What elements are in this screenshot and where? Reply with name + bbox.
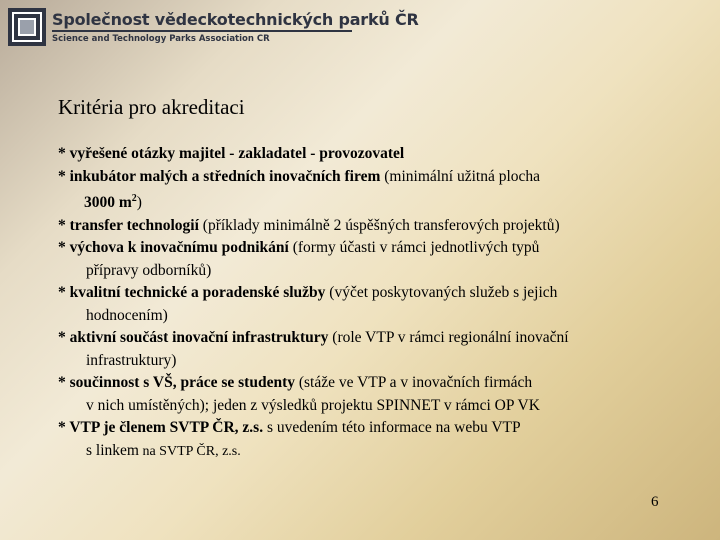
area-value: 3000 m [84, 194, 132, 212]
link-target: na SVTP ČR, z.s. [138, 443, 241, 459]
criterion-detail: (formy účasti v rámci jednotlivých typů [288, 239, 540, 257]
slide-title: Kritéria pro akreditaci [58, 95, 245, 119]
criterion-incubator [58, 166, 678, 189]
area-unit-exponent: 2 [131, 193, 137, 204]
link-text: s linkem [86, 441, 139, 459]
org-subtitle: Science and Technology Parks Association CR [52, 34, 270, 44]
criterion-label: * VTP je členem SVTP ČR, z.s. [58, 419, 264, 437]
criterion-label: * kvalitní technické a poradenské služby [58, 284, 326, 302]
criterion-detail: (výčet poskytovaných služeb s jejich [325, 284, 558, 302]
criterion-label: * aktivní součást inovační infrastruktury [58, 329, 329, 347]
criterion-continuation: přípravy odborníků) [86, 261, 212, 279]
criterion-label: * inkubátor malých a středních inovačních firem [58, 167, 381, 185]
page-number: 6 [651, 494, 659, 510]
criterion-detail: (minimální užitná plocha [380, 167, 541, 185]
criterion-infrastructure [58, 327, 678, 350]
area-close: ) [136, 194, 142, 212]
criterion-education [58, 237, 678, 260]
criterion-technology-transfer [58, 215, 678, 238]
org-name: Společnost vědeckotechnických parků ČR [52, 10, 419, 29]
criterion-label: * součinnost s VŠ, práce se studenty [58, 374, 295, 392]
header-divider [52, 30, 352, 32]
criterion-services [58, 282, 678, 305]
criterion-label: * vyřešené otázky majitel - zakladatel - provozovatel [58, 145, 405, 162]
criterion-detail: (stáže ve VTP a v inovačních firmách [294, 374, 533, 392]
criterion-detail: (příklady minimálně 2 úspěšných transferových projektů) [198, 216, 560, 234]
criterion-continuation: hodnocením) [86, 306, 168, 324]
criterion-continuation [58, 188, 678, 215]
criterion-detail: s uvedením této informace na webu VTP [263, 419, 521, 437]
criterion-universities [58, 372, 678, 395]
criteria-list [58, 143, 678, 463]
svtp-logo-icon [8, 8, 46, 46]
criterion-label: * výchova k inovačnímu podnikání [58, 239, 289, 257]
logo-inner-square [18, 18, 36, 36]
criterion-continuation: infrastruktury) [86, 351, 177, 369]
criterion-continuation: v nich umístěných); jeden z výsledků projektu SPINNET v rámci OP VK [86, 396, 540, 414]
criterion-membership [58, 417, 678, 440]
criterion-label: * transfer technologií [58, 216, 199, 234]
criterion-ownership [58, 143, 678, 166]
criterion-continuation [58, 440, 678, 464]
criterion-detail: (role VTP v rámci regionální inovační [328, 329, 569, 347]
